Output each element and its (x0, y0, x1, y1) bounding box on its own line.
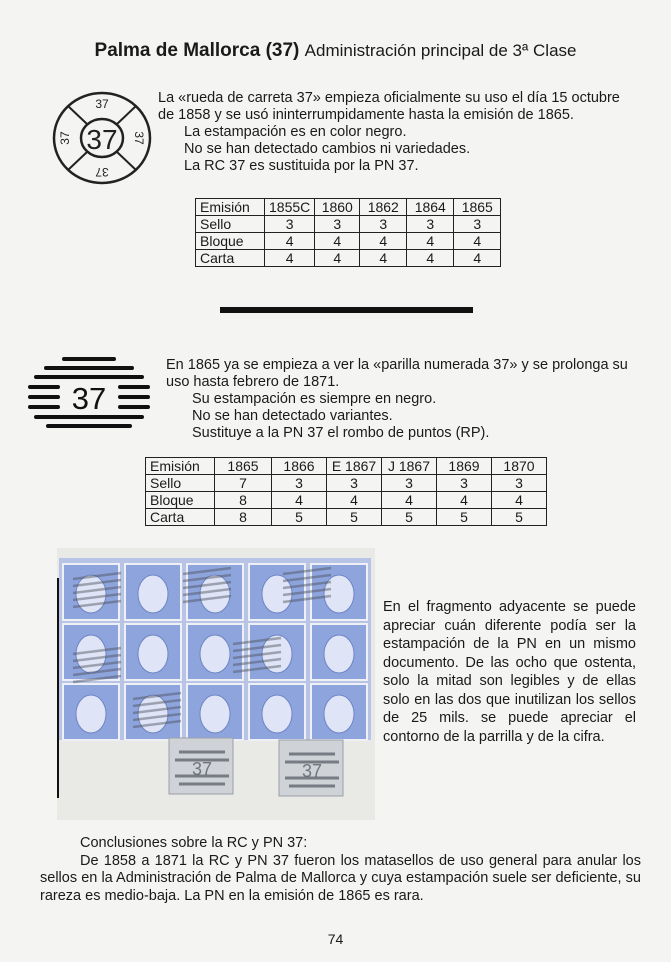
section2-line2: uso hasta febrero de 1871. (166, 374, 340, 390)
parrilla-numerada-postmark (26, 354, 152, 434)
stamp-portrait (262, 695, 292, 733)
table-row (196, 233, 501, 250)
table-header-cell: 1865 (454, 199, 501, 216)
table-cell: 4 (454, 250, 501, 267)
section2-line5: Sustituye a la PN 37 el rombo de puntos (RP). (192, 425, 490, 441)
rueda-left-number: 37 (58, 131, 72, 145)
rueda-rarity-table (195, 198, 501, 267)
table-cell: 4 (407, 233, 454, 250)
table-cell: 4 (360, 250, 407, 267)
table-cell: 4 (437, 492, 492, 509)
table-cell: 7 (215, 475, 272, 492)
table-cell: 4 (265, 233, 315, 250)
stamp-portrait (138, 635, 168, 673)
table-cell: 3 (315, 216, 360, 233)
table-cell: 5 (437, 509, 492, 526)
table-cell: Bloque (146, 492, 215, 509)
table-cell: 8 (215, 509, 272, 526)
table-header-cell: 1869 (437, 458, 492, 475)
table-cell: 3 (492, 475, 547, 492)
page-number: 74 (327, 931, 344, 947)
table-header-cell: 1855C (265, 199, 315, 216)
table-cell: 4 (272, 492, 327, 509)
table-cell: 4 (407, 250, 454, 267)
table-row (146, 475, 547, 492)
conclusion-block (40, 835, 641, 905)
table-cell: 3 (265, 216, 315, 233)
table-cell: 3 (360, 216, 407, 233)
section2-line4: No se han detectado variantes. (192, 408, 393, 424)
section1-line3: La estampación es en color negro. (184, 124, 407, 140)
section1-line5: La RC 37 es sustituida por la PN 37. (184, 158, 419, 174)
table-cell: 8 (215, 492, 272, 509)
parrilla-rarity-table (145, 457, 547, 526)
table-header-cell: 1870 (492, 458, 547, 475)
table-cell: 3 (407, 216, 454, 233)
stamp-portrait (200, 635, 230, 673)
table-cell: 5 (272, 509, 327, 526)
section1-line4: No se han detectado cambios ni variedades. (184, 141, 471, 157)
conclusion-heading: Conclusiones sobre la RC y PN 37: (80, 835, 308, 851)
table-cell: 5 (382, 509, 437, 526)
table-cell: 5 (492, 509, 547, 526)
table-cell: 4 (315, 250, 360, 267)
page-title (0, 40, 671, 62)
table-cell: Carta (196, 250, 265, 267)
stamp-portrait (324, 635, 354, 673)
table-cell: 3 (382, 475, 437, 492)
table-header-cell: J 1867 (382, 458, 437, 475)
table-header-cell: E 1867 (327, 458, 382, 475)
section2-text (166, 357, 644, 442)
table-cell: Carta (146, 509, 215, 526)
stamp-fragment-photo (57, 548, 375, 820)
stamp-portrait (138, 575, 168, 613)
table-row (196, 250, 501, 267)
stamp-portrait (200, 695, 230, 733)
section3-text: En el fragmento adyacente se puede apreciar cuán diferente podía ser la estampación de la PN en un mismo documento. De las ocho que ostenta, solo la mitad son legibles y de ellas solo en las dos que inutilizan los sellos de 25 mils. se puede apreciar el contorno de la parrilla y de la cifra. (383, 599, 636, 745)
title-sub: Administración principal de 3ª Clase (304, 41, 577, 60)
section2-line3: Su estampación es siempre en negro. (192, 391, 437, 407)
table-cell: 3 (437, 475, 492, 492)
table-header-cell: 1860 (315, 199, 360, 216)
table-cell: 3 (272, 475, 327, 492)
table-header-cell: 1864 (407, 199, 454, 216)
stamp-portrait (324, 695, 354, 733)
section-divider (220, 307, 473, 313)
section1-line2: de 1858 y se usó ininterrumpidamente hasta la emisión de 1865. (158, 107, 574, 123)
table-cell: 4 (265, 250, 315, 267)
conclusion-body: De 1858 a 1871 la RC y PN 37 fueron los matasellos de uso general para anular los sellos en la Administración de Palma de Mallorca y cuya estampación suele ser deficiente, su rareza es medio-baja. La PN en la emisión de 1865 es rara. (40, 852, 641, 904)
photo-stamp-number: 37 (301, 761, 323, 781)
table-header-row (146, 458, 547, 475)
table-cell: Bloque (196, 233, 265, 250)
table-header-cell: 1862 (360, 199, 407, 216)
table-cell: 4 (360, 233, 407, 250)
table-cell: 4 (492, 492, 547, 509)
rueda-center-number: 37 (86, 124, 118, 155)
section1-text (158, 90, 644, 175)
table-cell: 4 (454, 233, 501, 250)
stamp-portrait (76, 695, 106, 733)
table-row (146, 492, 547, 509)
table-header-cell: Emisión (146, 458, 215, 475)
table-cell: Sello (146, 475, 215, 492)
table-header-cell: Emisión (196, 199, 265, 216)
table-cell: 3 (454, 216, 501, 233)
table-header-cell: 1866 (272, 458, 327, 475)
table-row (196, 216, 501, 233)
rueda-top-number: 37 (95, 97, 109, 111)
table-cell: Sello (196, 216, 265, 233)
stamp-portrait (324, 575, 354, 613)
table-header-row (196, 199, 501, 216)
rueda-right-number: 37 (132, 131, 146, 145)
table-cell: 4 (327, 492, 382, 509)
stamp-portrait (138, 695, 168, 733)
rueda-bottom-number: 37 (95, 165, 109, 179)
table-row (146, 509, 547, 526)
section2-line1: En 1865 ya se empieza a ver la «parilla numerada 37» y se prolonga su (166, 357, 628, 373)
table-cell: 5 (327, 509, 382, 526)
table-cell: 4 (315, 233, 360, 250)
parrilla-number: 37 (71, 381, 107, 416)
photo-stamp-number: 37 (191, 759, 213, 779)
table-header-cell: 1865 (215, 458, 272, 475)
table-cell: 4 (382, 492, 437, 509)
title-main: Palma de Mallorca (37) (94, 40, 300, 61)
section1-line1: La «rueda de carreta 37» empieza oficialmente su uso el día 15 octubre (158, 90, 620, 106)
table-cell: 3 (327, 475, 382, 492)
rueda-carreta-postmark (50, 88, 154, 188)
stamp-portrait (200, 575, 230, 613)
